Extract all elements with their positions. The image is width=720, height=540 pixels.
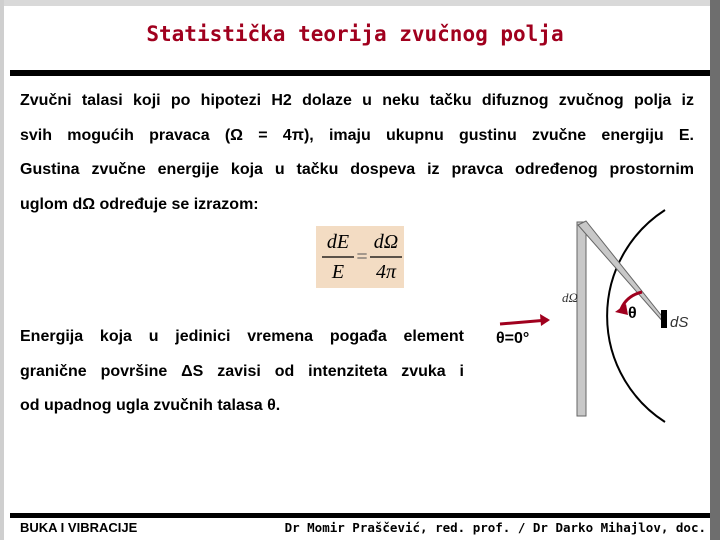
theta-zero-label: θ=0° — [496, 330, 530, 347]
slide-frame-right — [710, 0, 720, 540]
formula-rhs-denominator: 4π — [375, 261, 397, 283]
intro-line-1: Zvučni talasi koji po hipotezi H2 dolaze u neku tačku difuznog zvučnog polja iz — [20, 92, 694, 109]
footer-course-name: BUKA I VIBRACIJE — [20, 520, 138, 535]
sound-incidence-diagram — [480, 200, 705, 432]
energy-density-formula — [316, 226, 404, 288]
domega-label: dΩ — [562, 290, 578, 305]
energy-line-3: od upadnog ugla zvučnih talasa θ. — [20, 397, 281, 415]
slide-frame-left — [0, 0, 4, 540]
theta-label: θ — [628, 305, 637, 322]
title-divider — [10, 70, 710, 76]
intro-line-3: Gustina zvučne energije koja u tačku dospeva iz pravca određenog prostornim — [20, 161, 694, 179]
formula-lhs-numerator: dE — [326, 231, 350, 253]
formula-lhs-denominator: E — [331, 261, 345, 283]
footer-authors: Dr Momir Praščević, red. prof. / Dr Darko Mihajlov, doc. — [284, 520, 706, 535]
energy-paragraph — [20, 320, 464, 424]
footer-divider — [10, 513, 710, 518]
slide-frame-top — [0, 0, 720, 6]
energy-line-1: Energija koja u jedinici vremena pogađa element — [20, 328, 464, 345]
formula-equals: = — [356, 246, 368, 268]
formula-rhs-numerator: dΩ — [373, 231, 399, 253]
solid-angle-strip — [577, 222, 586, 416]
slide-title: Statistička teorija zvučnog polja — [146, 22, 564, 46]
normal-incidence-arrow-head — [540, 314, 550, 326]
energy-line-2: granične površine ΔS zavisi od intenziteta zvuka i — [20, 362, 464, 380]
surface-element-ds — [661, 310, 667, 328]
ds-label: dS — [670, 314, 689, 331]
intro-line-4: uglom dΩ određuje se izrazom: — [20, 195, 259, 213]
intro-line-2: svih mogućih pravaca (Ω = 4π), imaju ukupnu gustinu zvučne energiju E. — [20, 126, 694, 144]
